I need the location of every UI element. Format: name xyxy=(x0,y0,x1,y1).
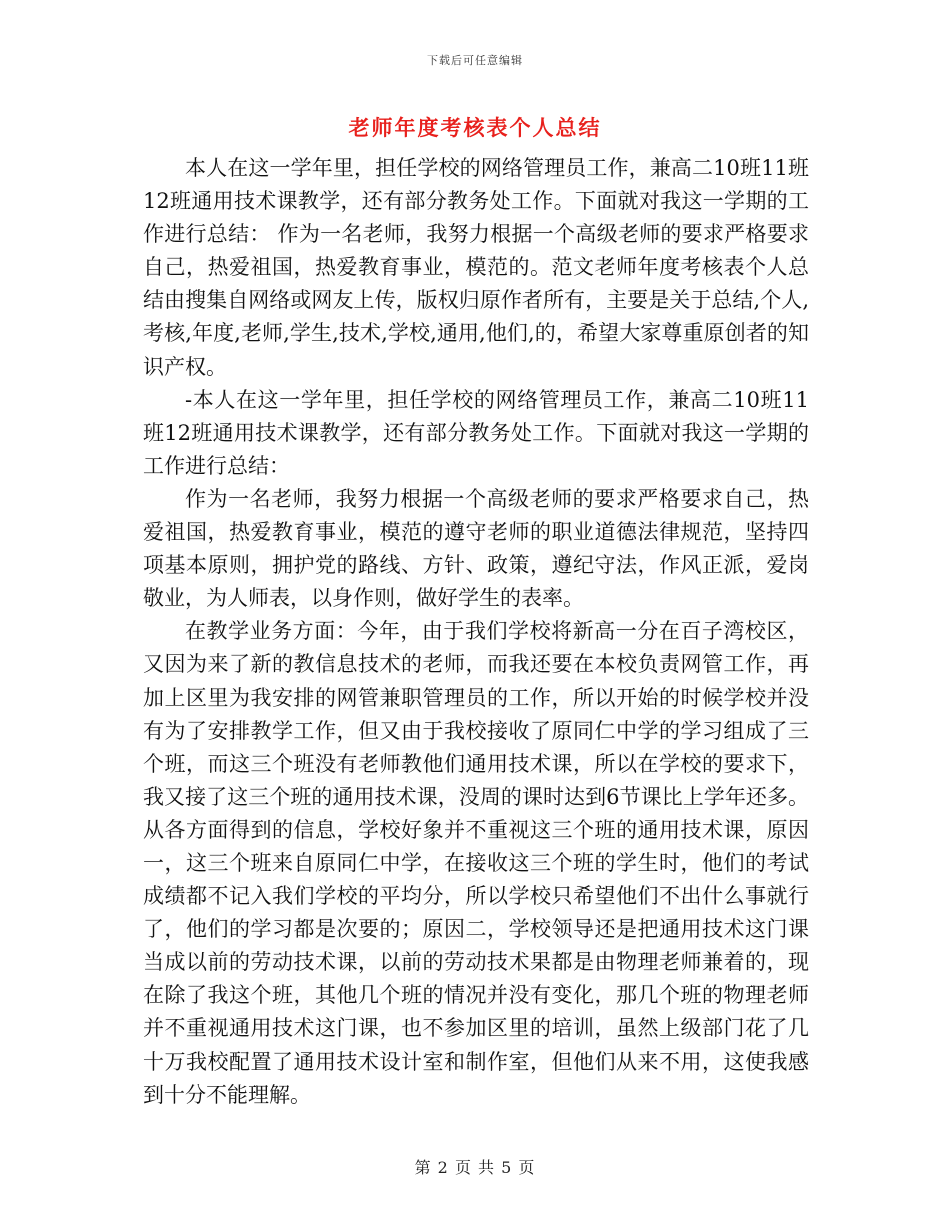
document-body xyxy=(143,152,809,1112)
paragraph: -本人在这一学年里，担任学校的网络管理员工作，兼高二10班11班12班通用技术课教学，还有部分教务处工作。下面就对我这一学期的工作进行总结： xyxy=(143,387,809,478)
paragraph: 在教学业务方面：今年，由于我们学校将新高一分在百子湾校区，又因为来了新的教信息技术的老师，而我还要在本校负责网管工作，再加上区里为我安排的网管兼职管理员的工作，所以开始的时候学校并没有为了安排教学工作，但又由于我校接收了原同仁中学的学习组成了三个班，而这三个班没有老师教他们通用技术课，所以在学校的要求下，我又接了这三个班的通用技术课，没周的课时达到6节课比上学年还多。从各方面得到的信息，学校好象并不重视这三个班的通用技术课，原因一，这三个班来自原同仁中学，在接收这三个班的学生时，他们的考试成绩都不记入我们学校的平均分，所以学校只希望他们不出什么事就行了，他们的学习都是次要的；原因二，学校领导还是把通用技术这门课当成以前的劳动技术课，以前的劳动技术果都是由物理老师兼着的，现在除了我这个班，其他几个班的情况并没有变化，那几个班的物理老师并不重视通用技术这门课，也不参加区里的培训，虽然上级部门花了几十万我校配置了通用技术设计室和制作室，但他们从来不用，这使我感到十分不能理解。 xyxy=(143,619,809,1107)
document-title: 老师年度考核表个人总结 xyxy=(348,116,602,140)
paragraph: 作为一名老师，我努力根据一个高级老师的要求严格要求自己，热爱祖国，热爱教育事业，模范的遵守老师的职业道德法律规范，坚持四项基本原则，拥护党的路线、方针、政策，遵纪守法，作风正派，爱岗敬业，为人师表，以身作则，做好学生的表率。 xyxy=(143,486,809,611)
paragraph: 本人在这一学年里，担任学校的网络管理员工作，兼高二10班11班12班通用技术课教学，还有部分教务处工作。下面就对我这一学期的工作进行总结： 作为一名老师，我努力根据一个高级老师的要求严格要求自己，热爱祖国，热爱教育事业，模范的。范文老师年度考核表个人总结由搜集自网络或网友上传，版权归原作者所有，主要是关于总结,个人,考核,年度,老师,学生,技术,学校,通用,他们,的，希望大家尊重原创者的知识产权。 xyxy=(143,156,809,379)
page-header-note: 下载后可任意编辑 xyxy=(427,54,523,67)
page-number: 第 2 页 共 5 页 xyxy=(414,1158,536,1177)
